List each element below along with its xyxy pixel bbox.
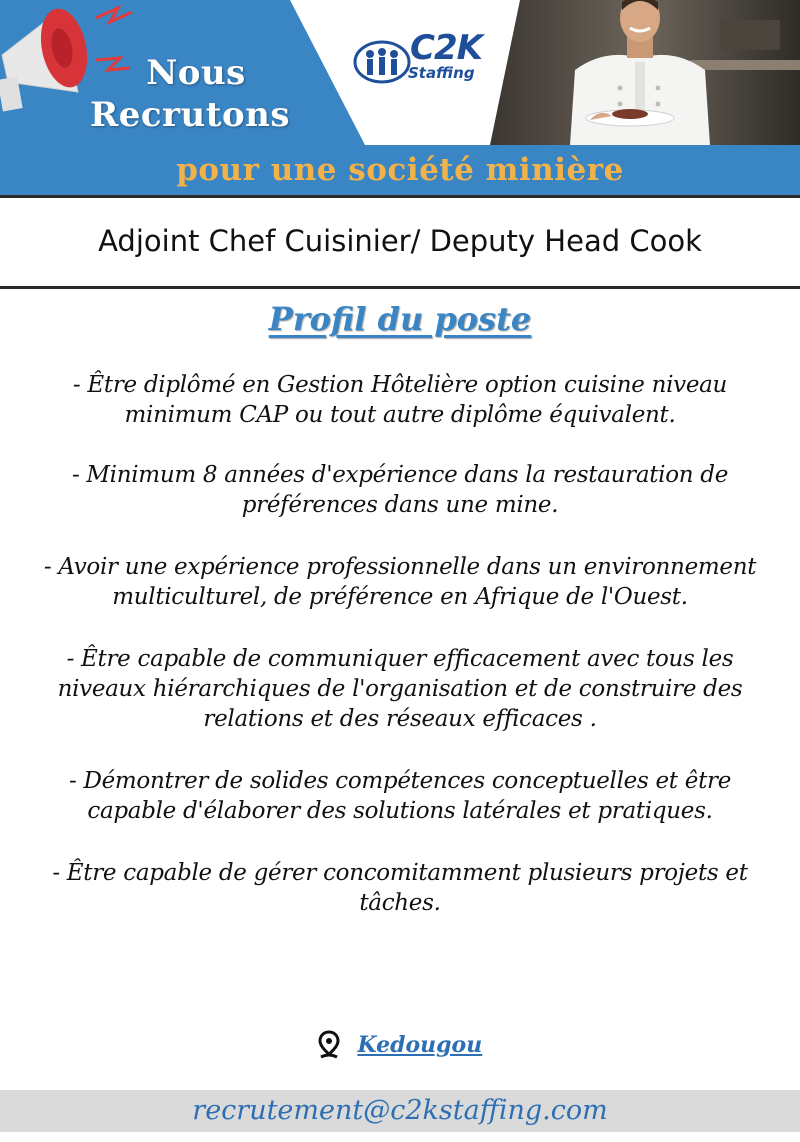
requirement-line: tâches. — [359, 890, 441, 916]
requirement-line: - Démontrer de solides compétences conceptuelles et être — [68, 768, 732, 794]
requirement-item — [0, 370, 800, 430]
subtitle: pour une société minière — [176, 152, 624, 188]
headline-line1: Nous — [146, 53, 246, 93]
contact-email[interactable]: recrutement@c2kstaffing.com — [192, 1095, 608, 1126]
requirement-item — [0, 858, 800, 918]
logo-mark-icon — [352, 32, 412, 92]
requirements-list — [0, 370, 800, 918]
section-title: Profil du poste — [268, 300, 532, 338]
requirement-item — [0, 766, 800, 826]
chef-photo — [490, 0, 800, 145]
headline — [70, 52, 310, 136]
requirement-line: minimum CAP ou tout autre diplôme équivalent. — [124, 402, 676, 428]
location-pin-icon — [318, 1030, 340, 1060]
requirement-line: - Être capable de gérer concomitamment plusieurs projets et — [52, 860, 748, 886]
requirement-item — [0, 552, 800, 612]
logo-subtext: Staffing — [408, 64, 475, 82]
requirement-line: - Avoir une expérience professionnelle dans un environnement — [43, 554, 757, 580]
header-banner — [0, 0, 800, 145]
headline-line2: Recrutons — [90, 95, 290, 135]
requirement-line: niveaux hiérarchiques de l'organisation et de construire des — [57, 676, 743, 702]
subtitle-banner — [0, 145, 800, 198]
requirement-line: - Être capable de communiquer efficacement avec tous les — [66, 646, 734, 672]
requirement-item — [0, 644, 800, 734]
requirement-line: - Être diplômé en Gestion Hôtelière option cuisine niveau — [72, 372, 728, 398]
job-title: Adjoint Chef Cuisinier/ Deputy Head Cook — [0, 198, 800, 289]
c2k-logo — [352, 30, 512, 92]
requirement-line: multiculturel, de préférence en Afrique de l'Ouest. — [112, 584, 688, 610]
logo-text: C2K — [410, 28, 482, 68]
requirement-line: préférences dans une mine. — [241, 492, 559, 518]
location-link[interactable]: Kedougou — [357, 1032, 483, 1058]
requirement-line: relations et des réseaux efficaces . — [203, 706, 597, 732]
location — [0, 1030, 800, 1060]
requirement-item — [0, 460, 800, 520]
requirement-line: - Minimum 8 années d'expérience dans la restauration de — [71, 462, 729, 488]
requirement-line: capable d'élaborer des solutions latérales et pratiques. — [87, 798, 713, 824]
footer — [0, 1090, 800, 1132]
